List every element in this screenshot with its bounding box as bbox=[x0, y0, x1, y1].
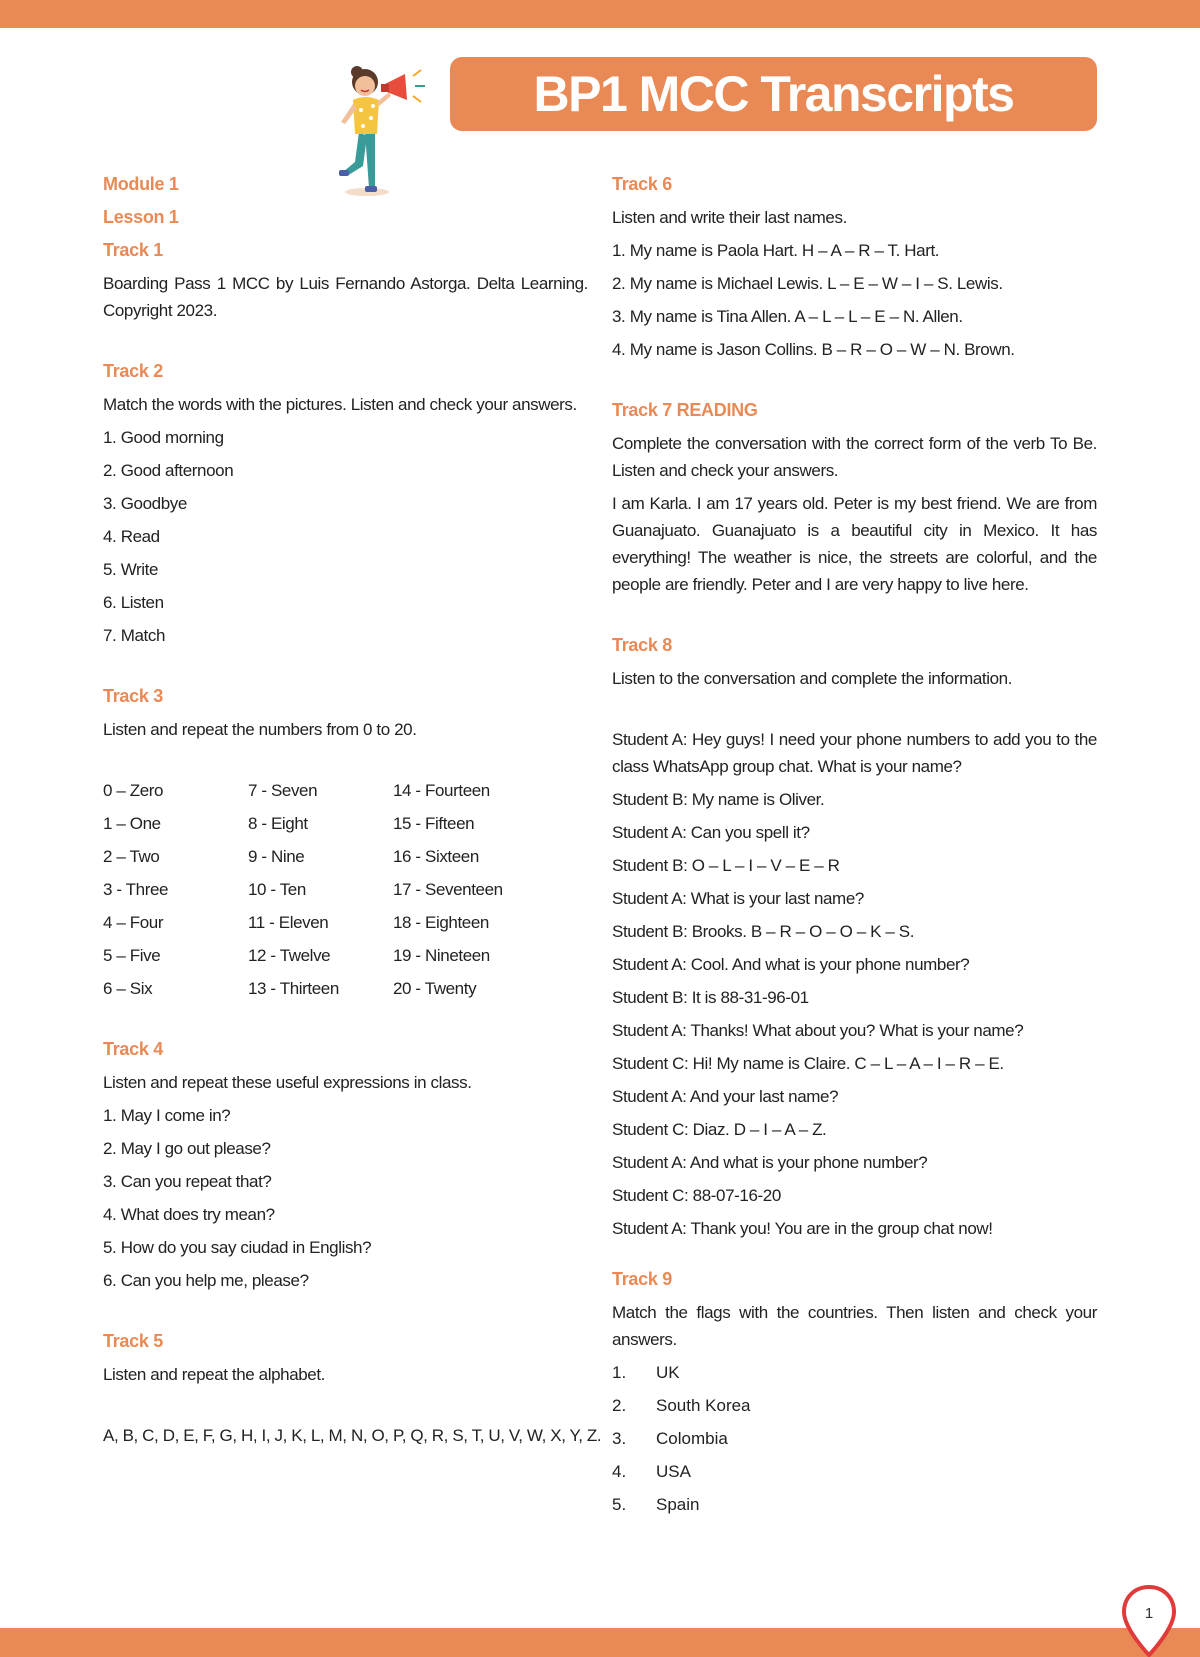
numbers-grid bbox=[103, 774, 588, 1005]
number-item: 11 - Eleven bbox=[248, 913, 329, 932]
dialogue-line: Student A: Thanks! What about you? What is your name? bbox=[612, 1021, 1024, 1040]
list-item: 1. UK bbox=[612, 1363, 680, 1382]
dialogue-line: Student C: Diaz. D – I – A – Z. bbox=[612, 1120, 827, 1139]
list-item: 6. Can you help me, please? bbox=[103, 1271, 309, 1290]
number-item: 4 – Four bbox=[103, 913, 164, 932]
dialogue-line: Student A: And what is your phone number? bbox=[612, 1153, 928, 1172]
number-item: 2 – Two bbox=[103, 847, 160, 866]
list-item: 4. What does try mean? bbox=[103, 1205, 275, 1224]
number-item: 20 - Twenty bbox=[393, 979, 477, 998]
number-item: 18 - Eighteen bbox=[393, 913, 489, 932]
dialogue-line: Student A: Can you spell it? bbox=[612, 823, 810, 842]
page-number: 1 bbox=[1144, 1605, 1154, 1622]
dialogue-line: Student C: Hi! My name is Claire. C – L – A – I – R – E. bbox=[612, 1054, 1004, 1073]
track-2-instruction: Match the words with the pictures. Listen and check your answers. bbox=[103, 395, 577, 414]
left-column bbox=[103, 168, 602, 1452]
module-heading: Module 1 bbox=[103, 174, 179, 194]
list-item: 2. May I go out please? bbox=[103, 1139, 271, 1158]
track-9-heading: Track 9 bbox=[612, 1269, 672, 1289]
page-title: BP1 MCC Transcripts bbox=[533, 66, 1014, 122]
track-9-instruction: Match the flags with the countries. Then listen and check your answers. bbox=[612, 1303, 1097, 1349]
list-item: 3. My name is Tina Allen. A – L – L – E – N. Allen. bbox=[612, 307, 963, 326]
dialogue-line: Student A: Hey guys! I need your phone numbers to add you to the class WhatsApp group chat. What is your name? bbox=[612, 730, 1097, 776]
list-item: 3. Colombia bbox=[612, 1429, 728, 1448]
number-item: 15 - Fifteen bbox=[393, 814, 475, 833]
number-item: 1 – One bbox=[103, 814, 161, 833]
number-item: 14 - Fourteen bbox=[393, 781, 490, 800]
track-8-heading: Track 8 bbox=[612, 635, 672, 655]
number-item: 0 – Zero bbox=[103, 781, 164, 800]
track-4-heading: Track 4 bbox=[103, 1039, 163, 1059]
dialogue-line: Student B: My name is Oliver. bbox=[612, 790, 825, 809]
list-item: 7. Match bbox=[103, 626, 165, 645]
track-5-instruction: Listen and repeat the alphabet. bbox=[103, 1365, 326, 1384]
dialogue-line: Student B: Brooks. B – R – O – O – K – S. bbox=[612, 922, 915, 941]
list-item: 3. Goodbye bbox=[103, 494, 187, 513]
number-item: 3 - Three bbox=[103, 880, 169, 899]
track-1-text: Boarding Pass 1 MCC by Luis Fernando Astorga. Delta Learning. Copyright 2023. bbox=[103, 274, 588, 320]
list-item: 1. Good morning bbox=[103, 428, 224, 447]
right-column bbox=[612, 168, 1097, 1521]
list-item: 2. My name is Michael Lewis. L – E – W – I – S. Lewis. bbox=[612, 274, 1003, 293]
top-border-bar bbox=[0, 0, 1200, 28]
list-item: 4. USA bbox=[612, 1462, 691, 1481]
track-2-heading: Track 2 bbox=[103, 361, 163, 381]
number-item: 9 - Nine bbox=[248, 847, 305, 866]
number-item: 8 - Eight bbox=[248, 814, 308, 833]
dialogue-line: Student C: 88-07-16-20 bbox=[612, 1186, 781, 1205]
number-item: 17 - Seventeen bbox=[393, 880, 503, 899]
list-item: 1. My name is Paola Hart. H – A – R – T. Hart. bbox=[612, 241, 940, 260]
list-item: 4. My name is Jason Collins. B – R – O – W – N. Brown. bbox=[612, 340, 1015, 359]
number-item: 7 - Seven bbox=[248, 781, 318, 800]
list-item: 5. How do you say ciudad in English? bbox=[103, 1238, 372, 1257]
track-6-heading: Track 6 bbox=[612, 174, 672, 194]
bottom-border-bar bbox=[0, 1628, 1200, 1657]
track-4-instruction: Listen and repeat these useful expressions in class. bbox=[103, 1073, 472, 1092]
number-item: 13 - Thirteen bbox=[248, 979, 339, 998]
alphabet-text: A, B, C, D, E, F, G, H, I, J, K, L, M, N, O, P, Q, R, S, T, U, V, W, X, Y, Z. bbox=[103, 1426, 602, 1445]
dialogue-line: Student A: Thank you! You are in the group chat now! bbox=[612, 1219, 993, 1238]
number-item: 12 - Twelve bbox=[248, 946, 331, 965]
track-1-heading: Track 1 bbox=[103, 240, 163, 260]
list-item: 2. South Korea bbox=[612, 1396, 751, 1415]
number-item: 10 - Ten bbox=[248, 880, 306, 899]
dialogue-line: Student A: Cool. And what is your phone number? bbox=[612, 955, 970, 974]
dialogue-line: Student A: And your last name? bbox=[612, 1087, 839, 1106]
track-3-instruction: Listen and repeat the numbers from 0 to 20. bbox=[103, 720, 417, 739]
list-item: 5. Write bbox=[103, 560, 159, 579]
track-3-heading: Track 3 bbox=[103, 686, 163, 706]
dialogue-line: Student A: What is your last name? bbox=[612, 889, 864, 908]
track-5-heading: Track 5 bbox=[103, 1331, 163, 1351]
number-item: 19 - Nineteen bbox=[393, 946, 490, 965]
number-item: 16 - Sixteen bbox=[393, 847, 479, 866]
dialogue-line: Student B: O – L – I – V – E – R bbox=[612, 856, 840, 875]
list-item: 3. Can you repeat that? bbox=[103, 1172, 272, 1191]
list-item: 2. Good afternoon bbox=[103, 461, 234, 480]
number-item: 6 – Six bbox=[103, 979, 153, 998]
dialogue-line: Student B: It is 88-31-96-01 bbox=[612, 988, 809, 1007]
track-7-reading: I am Karla. I am 17 years old. Peter is my best friend. We are from Guanajuato. Guanajuato is a beautiful city in Mexico. It has everything! The weather is nice, the streets are colorful, and the people are friendly. Peter and I are very happy to live here. bbox=[612, 494, 1097, 594]
track-8-instruction: Listen to the conversation and complete the information. bbox=[612, 669, 1013, 688]
track-7-heading: Track 7 READING bbox=[612, 400, 758, 420]
track-6-instruction: Listen and write their last names. bbox=[612, 208, 847, 227]
list-item: 4. Read bbox=[103, 527, 160, 546]
list-item: 6. Listen bbox=[103, 593, 164, 612]
lesson-heading: Lesson 1 bbox=[103, 207, 179, 227]
title-banner bbox=[450, 57, 1097, 131]
number-item: 5 – Five bbox=[103, 946, 161, 965]
list-item: 1. May I come in? bbox=[103, 1106, 231, 1125]
list-item: 5. Spain bbox=[612, 1495, 700, 1514]
track-7-instruction: Complete the conversation with the correct form of the verb To Be. Listen and check your answers. bbox=[612, 434, 1097, 480]
